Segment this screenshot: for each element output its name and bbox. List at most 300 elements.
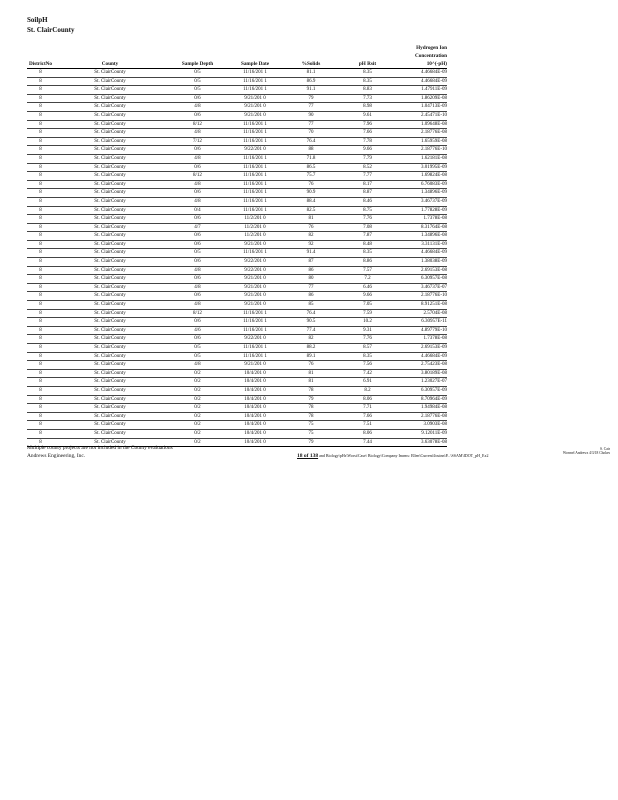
cell-ph: 8.98 [363,104,372,110]
col-header-concentration [394,44,447,69]
cell-district: 8 [39,130,42,136]
cell-date: 11/16/201 1 [243,155,267,161]
soil-ph-table [27,44,447,447]
table-row [27,103,447,112]
cell-date: 10/4/201 0 [244,379,266,385]
cell-district: 8 [39,276,42,282]
cell-concentration: 2.69153E-08 [421,267,447,273]
cell-ph: 7.59 [363,310,372,316]
cell-concentration: 1.34896E-09 [421,190,447,196]
cell-district: 8 [39,379,42,385]
cell-concentration: 3.46737E-09 [421,198,447,204]
cell-date: 11/16/201 1 [243,198,267,204]
cell-county: St. ClairCounty [94,164,126,170]
cell-solids: 76 [308,181,314,187]
cell-depth: 0/2 [194,413,201,419]
cell-county: St. ClairCounty [94,276,126,282]
cell-ph: 7.78 [363,138,372,144]
cell-ph: 8.17 [363,181,372,187]
cell-concentration: 2.18776E-08 [421,413,447,419]
cell-ph: 8.2 [364,387,371,393]
table-row [27,352,447,361]
cell-district: 8 [39,387,42,393]
cell-solids: 82 [308,233,314,239]
cell-date: 9/22/201 0 [244,147,266,153]
cell-solids: 78 [308,405,314,411]
cell-depth: 0/2 [194,430,201,436]
cell-district: 8 [39,78,42,84]
cell-depth: 0/2 [194,422,201,428]
cell-district: 8 [39,87,42,93]
cell-county: St. ClairCounty [94,396,126,402]
cell-county: St. ClairCounty [94,413,126,419]
cell-depth: 0/4 [194,207,201,213]
cell-district: 8 [39,345,42,350]
cell-solids: 75.7 [306,173,316,179]
cell-concentration: 1.47911E-09 [421,87,447,93]
cell-concentration: 1.62181E-08 [421,155,447,161]
cell-date: 11/16/201 1 [243,70,267,75]
cell-date: 9/22/201 0 [244,336,266,342]
cell-concentration: 3.46737E-07 [421,284,447,290]
cell-date: 10/4/201 0 [244,439,266,445]
cell-district: 8 [39,430,42,436]
cell-concentration: 3.80189E-08 [421,370,447,376]
cell-district: 8 [39,155,42,161]
cell-solids: 88.4 [306,198,316,204]
cell-county: St. ClairCounty [94,241,126,247]
cell-depth: 4/8 [194,302,201,308]
cell-depth: 0/2 [194,439,201,445]
table-row [27,386,447,395]
table-row [27,146,447,155]
cell-county: St. ClairCounty [94,284,126,290]
cell-concentration: 6.76083E-09 [421,181,447,187]
cell-district: 8 [39,362,42,368]
cell-date: 11/2/201 0 [244,216,266,222]
cell-ph: 7.76 [363,336,372,342]
cell-solids: 88.2 [306,345,316,350]
cell-county: St. ClairCounty [94,78,126,84]
cell-concentration: 4.46684E-09 [421,250,447,256]
cell-solids: 75 [308,430,314,436]
cell-county: St. ClairCounty [94,405,126,411]
cell-depth: 0/2 [194,405,201,411]
cell-date: 11/16/201 1 [243,121,267,127]
cell-date: 11/16/201 1 [243,345,267,350]
cell-date: 11/16/201 1 [243,87,267,93]
cell-district: 8 [39,207,42,213]
cell-ph: 7.87 [363,233,372,239]
table-row [27,361,447,370]
table-row [27,206,447,215]
cell-concentration: 6.30957E-11 [421,319,447,325]
table-row [27,275,447,284]
cell-ph: 7.79 [363,155,372,161]
cell-depth: 0/6 [194,164,201,170]
cell-ph: 8.52 [363,164,372,170]
table-row [27,189,447,198]
cell-date: 9/21/201 0 [244,276,266,282]
cell-ph: 7.76 [363,216,372,222]
cell-district: 8 [39,293,42,299]
cell-date: 9/22/201 0 [244,259,266,265]
table-row [27,129,447,138]
cell-concentration: 1.69824E-08 [421,173,447,179]
cell-date: 11/16/201 1 [243,327,267,333]
cell-depth: 0/2 [194,396,201,402]
table-row [27,369,447,378]
cell-county: St. ClairCounty [94,327,126,333]
cell-solids: 86.9 [306,78,316,84]
table-row [27,258,447,267]
table-row [27,86,447,95]
cell-county: St. ClairCounty [94,173,126,179]
cell-concentration: 1.77828E-09 [421,207,447,213]
cell-district: 8 [39,95,42,101]
cell-concentration: 1.23027E-07 [421,379,447,385]
cell-date: 9/21/201 0 [244,95,266,101]
cell-concentration: 1.86209E-08 [421,95,447,101]
cell-county: St. ClairCounty [94,336,126,342]
cell-depth: 0/5 [194,353,201,359]
cell-ph: 7.73 [363,95,372,101]
cell-concentration: 4.46684E-09 [421,70,447,75]
table-row [27,429,447,438]
cell-date: 9/21/201 0 [244,112,266,118]
cell-date: 10/4/201 0 [244,430,266,436]
cell-county: St. ClairCounty [94,104,126,110]
col-header-district: DistrictNo [28,61,53,67]
cell-district: 8 [39,422,42,428]
cell-county: St. ClairCounty [94,267,126,273]
table-row [27,326,447,335]
table-row [27,240,447,249]
table-row [27,154,447,163]
cell-solids: 87 [308,259,314,265]
cell-depth: 0/5 [194,87,201,93]
cell-depth: 4/8 [194,362,201,368]
cell-ph: 10.2 [363,319,372,325]
cell-district: 8 [39,310,42,316]
cell-solids: 77 [308,104,314,110]
table-row [27,120,447,129]
footer-path-text: and Biology\pHs\Worst\Case\ Biology\Company Imrms: Ellen\Current\Jouinn\P...\SSAM\IDOT_pH_Ex2 [319,453,489,458]
cell-depth: 0/6 [194,241,201,247]
cell-concentration: 3.01995E-09 [421,164,447,170]
table-row [27,232,447,241]
cell-date: 9/22/201 0 [244,267,266,273]
cell-ph: 8.86 [363,259,372,265]
cell-solids: 91.1 [306,87,316,93]
cell-depth: 0/2 [194,379,201,385]
cell-date: 11/16/201 1 [243,250,267,256]
cell-concentration: 2.18776E-08 [421,130,447,136]
cell-depth: 4/6 [194,327,201,333]
col-header-date: Sample Date [240,61,270,67]
cell-depth: 7/12 [193,138,202,144]
cell-date: 10/4/201 0 [244,422,266,428]
cell-depth: 8/12 [193,121,202,127]
cell-ph: 7.66 [363,413,372,419]
cell-concentration: 8.31764E-08 [421,224,447,230]
cell-date: 10/4/201 0 [244,370,266,376]
cell-county: St. ClairCounty [94,70,126,75]
cell-date: 10/4/201 0 [244,387,266,393]
cell-ph: 7.77 [363,173,372,179]
cell-county: St. ClairCounty [94,293,126,299]
cell-ph: 8.75 [363,207,372,213]
cell-ph: 7.42 [363,370,372,376]
cell-date: 11/2/201 0 [244,233,266,239]
cell-concentration: 6.30957E-08 [421,276,447,282]
cell-county: St. ClairCounty [94,121,126,127]
cell-ph: 7.08 [363,224,372,230]
cell-date: 9/21/201 0 [244,104,266,110]
cell-ph: 9.66 [363,147,372,153]
cell-district: 8 [39,104,42,110]
cell-county: St. ClairCounty [94,430,126,436]
col-header-depth: Sample Depth [181,61,214,67]
cell-ph: 8.46 [363,198,372,204]
cell-county: St. ClairCounty [94,370,126,376]
table-row [27,249,447,258]
cell-solids: 77 [308,284,314,290]
col-header-solids: %Solids [301,61,321,67]
cell-county: St. ClairCounty [94,319,126,325]
table-body [27,69,447,447]
cell-depth: 0/6 [194,147,201,153]
cell-concentration: 2.45471E-10 [421,112,447,118]
cell-ph: 7.51 [363,422,372,428]
cell-solids: 81 [308,379,314,385]
col-header-county: County [101,61,119,67]
cell-concentration: 6.30957E-09 [421,387,447,393]
cell-district: 8 [39,190,42,196]
table-row [27,215,447,224]
cell-date: 11/16/201 1 [243,319,267,325]
cell-date: 9/21/201 0 [244,302,266,308]
cell-ph: 8.35 [363,70,372,75]
cell-district: 8 [39,164,42,170]
col-header-ph: pH Rsit [358,61,377,67]
cell-county: St. ClairCounty [94,181,126,187]
cell-depth: 0/5 [194,345,201,350]
cell-ph: 7.96 [363,121,372,127]
cell-depth: 0/2 [194,387,201,393]
table-row [27,404,447,413]
table-row [27,395,447,404]
cell-concentration: 1.09648E-08 [421,121,447,127]
cell-county: St. ClairCounty [94,95,126,101]
cell-district: 8 [39,353,42,359]
cell-ph: 7.56 [363,362,372,368]
table-row [27,266,447,275]
cell-district: 8 [39,198,42,204]
cell-ph: 7.2 [364,276,371,282]
cell-depth: 0/6 [194,276,201,282]
cell-concentration: 3.31131E-09 [421,241,447,247]
footer-right-line2: Worrnel Andrews 4/3/18 Chokes [562,451,610,455]
table-row [27,292,447,301]
footer-right-line1: S. Cair [600,447,610,451]
cell-depth: 4/8 [194,130,201,136]
cell-solids: 78 [308,387,314,393]
cell-concentration: 3.63078E-08 [421,439,447,445]
cell-district: 8 [39,138,42,144]
cell-solids: 77 [308,121,314,127]
cell-district: 8 [39,370,42,376]
table-row [27,344,447,353]
company-name: Andrews Engineering, Inc. [27,453,86,459]
cell-concentration: 8.70964E-09 [421,396,447,402]
table-row [27,94,447,103]
cell-date: 10/4/201 0 [244,405,266,411]
cell-concentration: 3.0903E-08 [423,422,447,428]
cell-concentration: 9.12011E-09 [421,430,447,436]
cell-concentration: 1.7378E-08 [423,336,447,342]
cell-county: St. ClairCounty [94,190,126,196]
cell-solids: 89.1 [306,353,316,359]
cell-district: 8 [39,327,42,333]
cell-ph: 8.83 [363,87,372,93]
cell-ph: 8.57 [363,345,372,350]
cell-district: 8 [39,70,42,75]
cell-depth: 0/6 [194,233,201,239]
cell-concentration: 2.5704E-08 [423,310,447,316]
cell-county: St. ClairCounty [94,302,126,308]
cell-ph: 6.91 [363,379,372,385]
table-row [27,180,447,189]
cell-solids: 92 [308,241,314,247]
cell-depth: 4/8 [194,181,201,187]
cell-county: St. ClairCounty [94,147,126,153]
cell-district: 8 [39,439,42,445]
cell-date: 11/16/201 1 [243,310,267,316]
cell-concentration: 1.94984E-08 [421,405,447,411]
cell-date: 10/4/201 0 [244,413,266,419]
table-row [27,309,447,318]
cell-district: 8 [39,336,42,342]
cell-depth: 0/5 [194,70,201,75]
cell-concentration: 4.89779E-10 [421,327,447,333]
cell-district: 8 [39,173,42,179]
cell-county: St. ClairCounty [94,198,126,204]
cell-depth: 0/2 [194,370,201,376]
table-row [27,77,447,86]
cell-solids: 77.4 [306,327,316,333]
cell-ph: 7.44 [363,439,372,445]
table-row [27,223,447,232]
cell-solids: 86 [308,293,314,299]
footer-right [540,447,610,455]
cell-ph: 8.48 [363,241,372,247]
cell-solids: 82 [308,336,314,342]
cell-date: 9/21/201 0 [244,284,266,290]
cell-depth: 8/12 [193,310,202,316]
cell-concentration: 1.04713E-09 [421,104,447,110]
cell-ph: 8.35 [363,250,372,256]
cell-district: 8 [39,112,42,118]
cell-solids: 90 [308,112,314,118]
cell-solids: 75 [308,422,314,428]
conc-header-line3: 10^(-pH) [426,61,447,67]
cell-solids: 81 [308,370,314,376]
cell-district: 8 [39,319,42,325]
table-row [27,335,447,344]
cell-district: 8 [39,405,42,411]
cell-solids: 76 [308,362,314,368]
cell-district: 8 [39,121,42,127]
cell-date: 11/16/201 1 [243,353,267,359]
table-row [27,412,447,421]
cell-solids: 81.1 [306,70,316,75]
cell-concentration: 4.46684E-09 [421,353,447,359]
cell-county: St. ClairCounty [94,130,126,136]
cell-county: St. ClairCounty [94,353,126,359]
cell-date: 11/16/201 1 [243,190,267,196]
cell-ph: 7.66 [363,130,372,136]
table-row [27,163,447,172]
footer-path [297,453,488,459]
cell-county: St. ClairCounty [94,422,126,428]
cell-ph: 6.46 [363,284,372,290]
cell-solids: 91.4 [306,250,316,256]
cell-depth: 0/6 [194,319,201,325]
cell-solids: 78 [308,413,314,419]
cell-date: 9/21/201 0 [244,293,266,299]
cell-solids: 86.5 [306,164,316,170]
cell-ph: 9.66 [363,293,372,299]
cell-solids: 76.4 [306,310,316,316]
cell-depth: 0/6 [194,112,201,118]
cell-solids: 76 [308,224,314,230]
cell-solids: 86 [308,267,314,273]
table-row [27,137,447,146]
cell-district: 8 [39,250,42,256]
cell-depth: 0/6 [194,259,201,265]
cell-ph: 8.87 [363,190,372,196]
cell-county: St. ClairCounty [94,87,126,93]
page-number: 18 of 138 [297,453,319,459]
cell-date: 11/2/201 0 [244,224,266,230]
table-row [27,421,447,430]
cell-depth: 4/8 [194,155,201,161]
cell-concentration: 1.34896E-08 [421,233,447,239]
cell-concentration: 1.65959E-08 [421,138,447,144]
cell-ph: 8.35 [363,353,372,359]
cell-solids: 90.9 [306,190,316,196]
cell-ph: 9.61 [363,112,372,118]
cell-ph: 8.06 [363,430,372,436]
cell-county: St. ClairCounty [94,250,126,256]
cell-concentration: 1.38038E-09 [421,259,447,265]
cell-depth: 4/7 [194,224,201,230]
cell-concentration: 1.7378E-08 [423,216,447,222]
cell-ph: 7.57 [363,267,372,273]
cell-solids: 88 [308,147,314,153]
cell-depth: 4/8 [194,104,201,110]
cell-date: 11/16/201 1 [243,130,267,136]
cell-county: St. ClairCounty [94,379,126,385]
cell-depth: 0/6 [194,95,201,101]
table-row [27,378,447,387]
report-subtitle: St. ClairCounty [27,26,75,34]
cell-district: 8 [39,284,42,290]
cell-concentration: 4.46684E-09 [421,78,447,84]
cell-concentration: 2.18776E-10 [421,147,447,153]
cell-county: St. ClairCounty [94,138,126,144]
